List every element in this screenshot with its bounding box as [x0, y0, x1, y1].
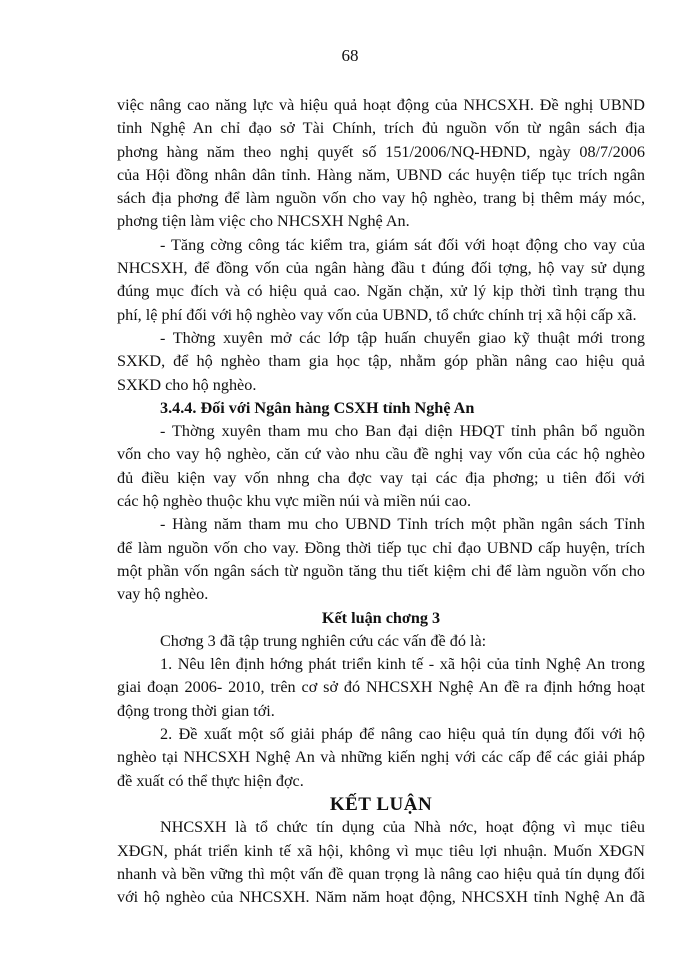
text-line: SXKD cho hộ nghèo. [117, 375, 257, 394]
text-line: - Thờng xuyên mở các lớp tập huấn chuyển giao kỹ thuật mới trong [160, 328, 645, 347]
text-line: đúng mục đích và có hiệu quả cao. Ngăn chặn, xử lý kịp thời tình trạng thu [117, 282, 645, 301]
text-line: nhanh và bền vững thì một vấn đề quan trọng là nâng cao hiệu quả tín dụng đối [117, 864, 645, 883]
text-line: đề xuất có thể thực hiện đợc. [117, 771, 304, 790]
section-heading: 3.4.4. Đối với Ngân hàng CSXH tỉnh Nghệ An [160, 398, 475, 417]
chapter-conclusion-title: Kết luận chơng 3 [321, 608, 441, 627]
chapter-intro: Chơng 3 đã tập trung nghiên cứu các vấn đề đó là: [160, 631, 487, 650]
text-line: 2. Đề xuất một số giải pháp để nâng cao hiệu quả tín dụng đối với hộ [160, 725, 645, 744]
text-line: phơng tiện làm việc cho NHCSXH Nghệ An. [117, 212, 410, 231]
text-line: - Hàng năm tham mu cho UBND Tỉnh trích một phần ngân sách Tỉnh [160, 515, 645, 534]
text-line: NHCSXH là tổ chức tín dụng của Nhà nớc, hoạt động vì mục tiêu [160, 818, 645, 837]
text-line: SXKD, để hộ nghèo tham gia học tập, nhằm góp phần nâng cao hiệu quả [117, 352, 645, 371]
paragraph-inspection [117, 234, 645, 327]
text-line: sách địa phơng để làm nguồn vốn cho vay hộ nghèo, trang bị thêm máy móc, [117, 189, 645, 208]
text-line: - Tăng cờng công tác kiểm tra, giám sát đối với hoạt động cho vay của [160, 235, 645, 254]
text-line: phí, lệ phí đối với hộ nghèo vay vốn của UBND, tổ chức chính trị xã hội cấp xã. [117, 305, 637, 324]
page-number: 68 [341, 46, 359, 65]
conclusion-title: KẾT LUẬN [329, 793, 433, 815]
text-line: với hộ nghèo của NHCSXH. Năm năm hoạt động, NHCSXH tỉnh Nghệ An đã [117, 888, 645, 907]
text-line: để làm nguồn vốn cho vay. Đồng thời tiếp tục chỉ đạo UBND cấp huyện, trích [117, 538, 645, 557]
paragraph-advise-board [117, 420, 645, 513]
text-line: - Thờng xuyên tham mu cho Ban đại diện HĐQT tỉnh phân bổ nguồn [160, 422, 645, 441]
text-line: XĐGN, phát triển kinh tế xã hội, không vì mục tiêu lợi nhuận. Muốn XĐGN [117, 841, 645, 860]
text-line: một phần vốn ngân sách từ nguồn tăng thu tiết kiệm chi để làm nguồn vốn cho [117, 561, 645, 580]
text-line: 1. Nêu lên định hớng phát triển kinh tế - xã hội của tỉnh Nghệ An trong [160, 655, 645, 674]
paragraph-annual-budget [117, 513, 645, 606]
text-line: việc nâng cao năng lực và hiệu quả hoạt động của NHCSXH. Đề nghị UBND [117, 96, 645, 114]
text-line: đủ điều kiện vay vốn nhng cha đợc vay tại các địa phơng; u tiên đối với [117, 468, 645, 487]
document-body [117, 94, 645, 909]
text-line: nghèo tại NHCSXH Nghệ An và những kiến nghị với các cấp để các giải pháp [117, 748, 645, 767]
text-line: phơng hàng năm theo nghị quyết số 151/2006/NQ-HĐND, ngày 08/7/2006 [117, 142, 645, 161]
text-line: của Hội đồng nhân dân tỉnh. Hàng năm, UBND các huyện tiếp tục trích ngân [117, 165, 645, 184]
paragraph-ubnd-proposal [117, 94, 645, 234]
paragraph-orientation [117, 653, 645, 723]
text-line: động trong thời gian tới. [117, 701, 275, 720]
paragraph-solutions [117, 723, 645, 793]
text-line: giai đoạn 2006- 2010, trên cơ sở đó NHCSXH Nghệ An đề ra định hớng hoạt [117, 678, 645, 697]
text-line: vốn cho vay hộ nghèo, căn cứ vào nhu cầu đề nghị vay vốn của các hộ nghèo [117, 445, 645, 464]
text-line: các hộ nghèo thuộc khu vực miền núi và miền núi cao. [117, 492, 472, 511]
text-line: NHCSXH, để đồng vốn của ngân hàng đầu t đúng đối tợng, hộ vay sử dụng [117, 259, 645, 278]
text-line: vay hộ nghèo. [117, 585, 209, 604]
text-line: tỉnh Nghệ An chỉ đạo sở Tài Chính, trích đủ nguồn vốn từ ngân sách địa [117, 119, 645, 138]
paragraph-conclusion [117, 816, 645, 909]
paragraph-training [117, 327, 645, 397]
